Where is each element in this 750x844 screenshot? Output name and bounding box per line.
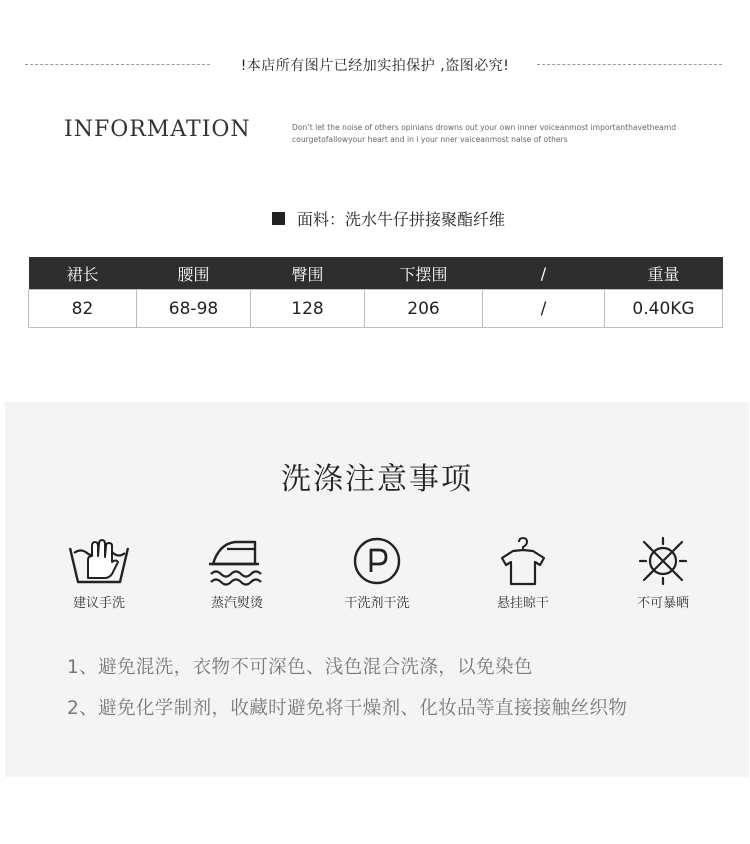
quote-line-1: Don’t let the noise of others opinians drowns out your own inner voiceanmost importanthavetheamd (292, 123, 677, 132)
care-note-1: 1、避免混洗，衣物不可深色、浅色混合洗涤，以免染色 (67, 657, 533, 678)
fabric-info (272, 207, 505, 230)
header-hip: 臀围 (251, 257, 365, 290)
hand-wash-icon (67, 536, 131, 586)
value-hip: 128 (251, 290, 365, 328)
care-label-dry-clean: 干洗剂干洗 (344, 596, 410, 611)
table-row (29, 290, 723, 328)
copyright-notice (0, 52, 750, 78)
care-note-2: 2、避免化学制剂，收藏时避免将干燥剂、化妆品等直接接触丝织物 (67, 698, 628, 719)
value-weight: 0.40KG (605, 290, 723, 328)
bullet-square-icon (272, 212, 285, 225)
divider-left (25, 64, 210, 65)
care-label-hang-dry: 悬挂晾干 (496, 596, 549, 611)
care-item-hand-wash (34, 536, 164, 611)
quote-line-2: courgetofallowyour heart and in i your nner vaiceanmost naise of others (292, 135, 568, 144)
care-item-steam-iron (172, 536, 302, 611)
fabric-text: 面料：洗水牛仔拼接聚酯纤维 (297, 210, 506, 229)
header-skirt-length: 裙长 (29, 257, 137, 290)
header-waist: 腰围 (137, 257, 251, 290)
hang-dry-icon (491, 536, 555, 586)
care-section (5, 402, 749, 777)
size-table (28, 257, 723, 328)
dry-clean-icon (345, 536, 409, 586)
divider-right (537, 64, 722, 65)
care-item-no-sun (598, 536, 728, 611)
value-skirt-length: 82 (29, 290, 137, 328)
value-hem: 206 (365, 290, 483, 328)
table-header-row (29, 257, 723, 290)
header-blank: / (483, 257, 605, 290)
care-item-hang-dry (458, 536, 588, 611)
value-waist: 68-98 (137, 290, 251, 328)
care-title: 洗涤注意事项 (281, 462, 473, 497)
care-label-no-sun: 不可暴晒 (636, 596, 689, 611)
information-title: INFORMATION (64, 117, 251, 142)
value-blank: / (483, 290, 605, 328)
header-hem: 下摆围 (365, 257, 483, 290)
care-label-hand-wash: 建议手洗 (72, 596, 125, 611)
information-quote (292, 122, 712, 146)
care-item-dry-clean (312, 536, 442, 611)
header-weight: 重量 (605, 257, 723, 290)
no-sun-icon (631, 536, 695, 586)
care-label-steam-iron: 蒸汽熨烫 (210, 596, 263, 611)
steam-iron-icon (205, 536, 269, 586)
notice-text: !本店所有图片已经加实拍保护 ,盗图必究! (240, 58, 510, 74)
